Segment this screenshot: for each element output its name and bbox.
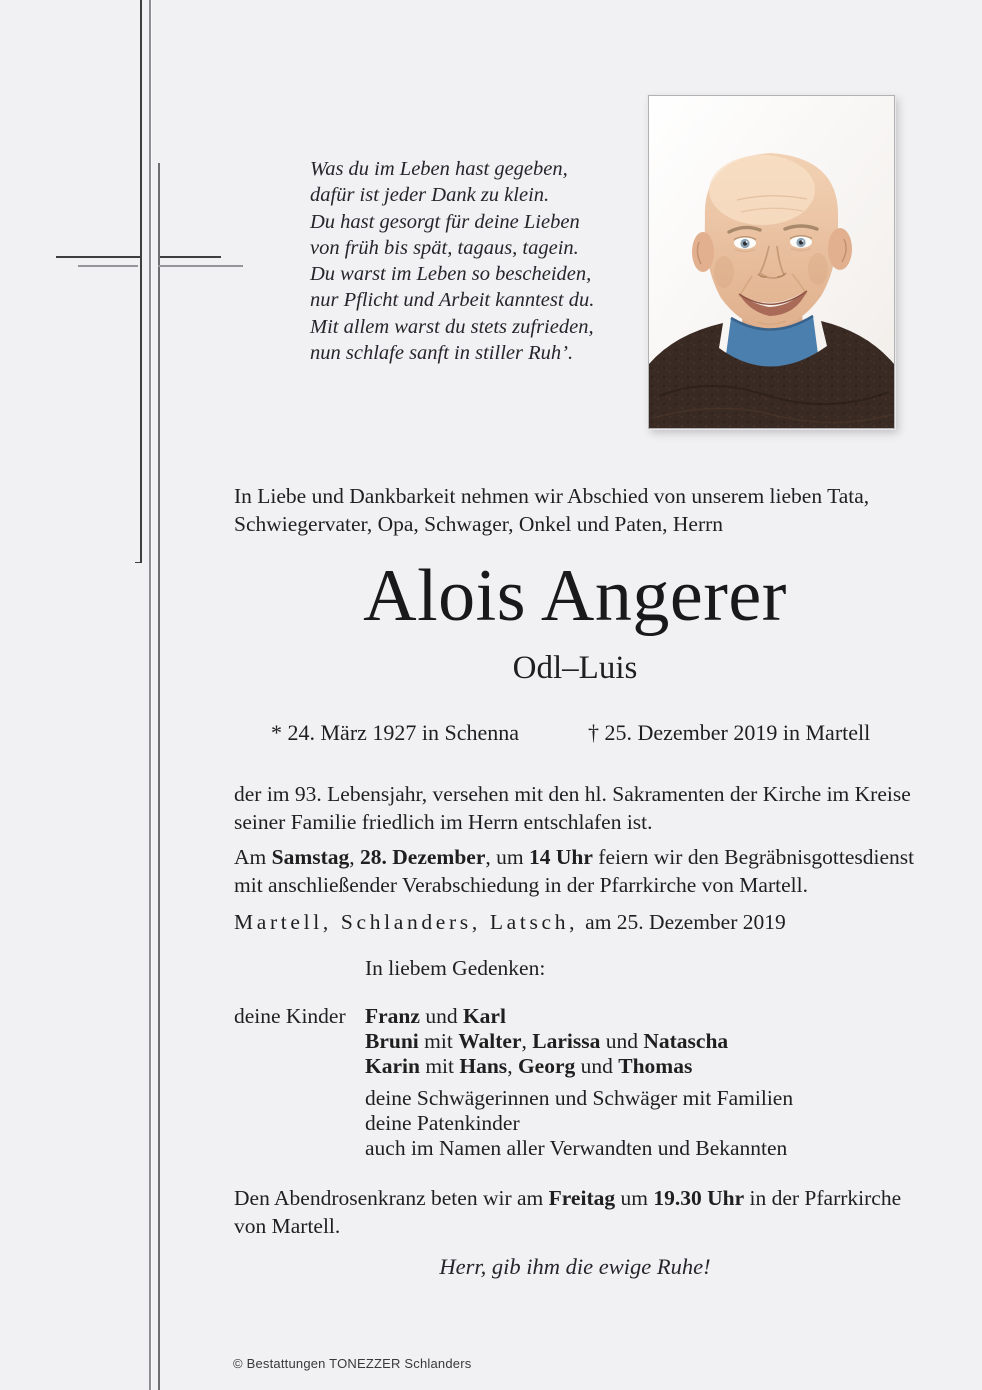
intro-line: Schwiegervater, Opa, Schwager, Onkel und Paten, Herrn bbox=[234, 512, 724, 536]
mourner-line: auch im Namen aller Verwandten und Bekannten bbox=[365, 1136, 788, 1160]
mourner-line: deine Patenkinder bbox=[365, 1111, 520, 1135]
death-date: † 25. Dezember 2019 in Martell bbox=[588, 720, 871, 745]
memorial-poem bbox=[310, 156, 594, 366]
portrait-illustration bbox=[649, 96, 894, 428]
remembrance-heading: In liebem Gedenken: bbox=[365, 956, 546, 980]
poem-line: nun schlafe sanft in stiller Ruh’. bbox=[310, 342, 574, 365]
poem-line: Du hast gesorgt für deine Lieben bbox=[310, 210, 580, 233]
poem-line: Was du im Leben hast gegeben, bbox=[310, 158, 568, 180]
poem-line: Mit allem warst du stets zufrieden, bbox=[310, 315, 594, 338]
cross-arm-upper-right bbox=[160, 256, 221, 258]
portrait-photo bbox=[648, 95, 895, 429]
poem-line: von früh bis spät, tagaus, tagein. bbox=[310, 236, 579, 259]
closing-prayer: Herr, gib ihm die ewige Ruhe! bbox=[439, 1254, 711, 1279]
life-dates bbox=[0, 720, 982, 750]
children-names bbox=[365, 1004, 728, 1079]
funeral-line: mit anschließender Verabschiedung in der Pfarrkirche von Martell. bbox=[234, 873, 808, 897]
death-notice bbox=[234, 780, 911, 836]
children-line: Bruni mit Walter, Larissa und Natascha bbox=[365, 1029, 729, 1053]
mourner-line: deine Schwägerinnen und Schwäger mit Familien bbox=[365, 1086, 794, 1110]
notice-line: seiner Familie friedlich im Herrn entschlafen ist. bbox=[234, 810, 653, 834]
intro-line: In Liebe und Dankbarkeit nehmen wir Abschied von unserem lieben Tata, bbox=[234, 484, 870, 508]
introduction-text bbox=[234, 482, 869, 538]
places-list: Martell, Schlanders, Latsch, bbox=[234, 910, 579, 934]
cross-arm-upper-left bbox=[56, 256, 140, 258]
children-label: deine Kinder bbox=[234, 1004, 346, 1028]
children-line: Franz und Karl bbox=[365, 1004, 506, 1028]
announcement-date: am 25. Dezember 2019 bbox=[585, 910, 786, 934]
cross-arm-lower-right bbox=[158, 265, 243, 267]
funeral-announcement bbox=[234, 843, 914, 899]
rosary-line: Den Abendrosenkranz beten wir am Freitag um 19.30 Uhr in der Pfarrkirche bbox=[234, 1186, 902, 1210]
cross-arm-lower-left bbox=[78, 265, 138, 267]
poem-line: nur Pflicht und Arbeit kanntest du. bbox=[310, 289, 595, 312]
birth-date: * 24. März 1927 in Schenna bbox=[271, 720, 520, 745]
poem-line: Du warst im Leben so bescheiden, bbox=[310, 263, 592, 286]
rosary-line: von Martell. bbox=[234, 1213, 341, 1238]
funeral-line: Am Samstag, 28. Dezember, um 14 Uhr feiern wir den Begräbnisgottesdienst bbox=[234, 845, 915, 869]
cross-vertical-line-offset bbox=[158, 163, 160, 1390]
deceased-name: Alois Angerer bbox=[363, 555, 787, 637]
funeral-home-credit: © Bestattungen TONEZZER Schlanders bbox=[233, 1356, 472, 1371]
children-line: Karin mit Hans, Georg und Thomas bbox=[365, 1054, 693, 1078]
place-date-line bbox=[234, 910, 786, 935]
notice-line: der im 93. Lebensjahr, versehen mit den hl. Sakramenten der Kirche im Kreise bbox=[234, 782, 911, 806]
cross-line-end-tick bbox=[135, 562, 142, 563]
poem-line: dafür ist jeder Dank zu klein. bbox=[310, 184, 550, 207]
cross-vertical-line-dark bbox=[140, 0, 142, 563]
other-mourners bbox=[365, 1086, 793, 1161]
deceased-nickname: Odl–Luis bbox=[512, 650, 638, 686]
cross-vertical-line-full bbox=[149, 0, 151, 1390]
rosary-announcement bbox=[234, 1185, 901, 1240]
